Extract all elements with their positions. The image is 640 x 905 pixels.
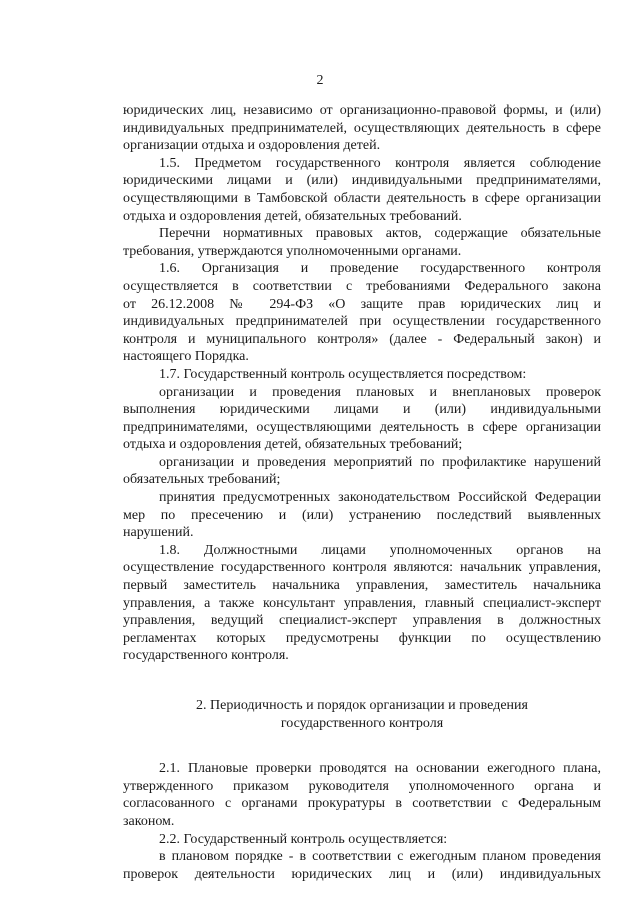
paragraph-item-measures (123, 489, 601, 542)
text-line: утвержденного приказом руководителя уполномоченного органа и (123, 778, 601, 794)
paragraph-1-6 (123, 260, 601, 366)
paragraph-lists (123, 225, 601, 260)
text-line: 2.2. Государственный контроль осуществляется: (159, 831, 448, 847)
text-line: 1.7. Государственный контроль осуществляется посредством: (159, 366, 527, 382)
text-line: государственного контроля. (123, 648, 289, 664)
text-line: 1.6. Организация и проведение государственного контроля (159, 261, 601, 277)
text-line: осуществление государственного контроля являются: начальник управления, (123, 560, 601, 576)
text-line: отдыха и оздоровления детей, обязательных требований. (123, 208, 462, 224)
text-line: индивидуальных предпринимателей при осуществлении государственного (123, 314, 601, 330)
text-line: регламентах которых предусмотрены функции по осуществлению (123, 630, 601, 646)
text-line: выполнения юридическими лицами и (или) индивидуальными (123, 402, 601, 418)
text-line: контроля и муниципального контроля» (далее - Федеральный закон) и (123, 331, 601, 347)
text-line: согласованного с органами прокуратуры в соответствии с Федеральным (123, 796, 601, 812)
paragraph-continuation (123, 102, 601, 155)
text-line: осуществляется в соответствии с требованиями Федерального закона (123, 278, 601, 294)
paragraph-item-inspections (123, 384, 601, 454)
text-line: проверок деятельности юридических лиц и (или) индивидуальных (123, 866, 601, 882)
paragraph-2-2 (123, 831, 601, 849)
paragraph-1-8 (123, 542, 601, 665)
heading-line: 2. Периодичность и порядок организации и проведения (196, 698, 528, 713)
section-heading (123, 697, 601, 732)
text-line: настоящего Порядка. (123, 349, 249, 365)
paragraph-2-1 (123, 760, 601, 830)
text-line: юридических лиц, независимо от организационно-правовой формы, и (или) (123, 103, 601, 118)
text-line: отдыха и оздоровления детей, обязательных требований; (123, 437, 463, 453)
text-line: принятия предусмотренных законодательством Российской Федерации (159, 490, 601, 506)
text-line: от 26.12.2008 № 294-ФЗ «О защите прав юридических лиц и (123, 296, 601, 312)
paragraph-item-prevention (123, 454, 601, 489)
text-line: законом. (123, 813, 175, 829)
paragraph-1-7 (123, 366, 601, 384)
document-body (123, 102, 601, 883)
text-line: юридическими лицами и (или) индивидуальными предпринимателями, (123, 173, 601, 189)
heading-line: государственного контроля (280, 715, 444, 731)
paragraph-1-5 (123, 155, 601, 225)
text-line: мер по пресечению и (или) устранению последствий выявленных (123, 507, 601, 523)
text-line: организации и проведения мероприятий по профилактике нарушений (159, 454, 601, 470)
text-line: 2.1. Плановые проверки проводятся на основании ежегодного плана, (159, 761, 601, 777)
text-line: индивидуальных предпринимателей, осуществляющих деятельность в сфере (123, 120, 601, 136)
text-line: предпринимателями, осуществляющими деятельность в сфере организации (123, 419, 601, 435)
text-line: 1.5. Предметом государственного контроля является соблюдение (159, 155, 601, 171)
text-line: осуществляющими в Тамбовской области деятельность в сфере организации (123, 190, 601, 206)
page-number: 2 (316, 73, 324, 88)
text-line: Перечни нормативных правовых актов, содержащие обязательные (159, 226, 601, 242)
text-line: организации и проведения плановых и внеплановых проверок (159, 384, 601, 400)
paragraph-planned-order (123, 848, 601, 883)
text-line: управления, ведущий специалист-эксперт управления в должностных (123, 613, 601, 629)
text-line: 1.8. Должностными лицами уполномоченных органов на (159, 542, 601, 558)
text-line: первый заместитель начальника управления, заместитель начальника (123, 578, 601, 594)
text-line: организации отдыха и оздоровления детей. (123, 138, 381, 154)
text-line: требования, утверждаются уполномоченными органами. (123, 243, 462, 259)
text-line: в плановом порядке - в соответствии с ежегодным планом проведения (159, 849, 601, 865)
text-line: управления, а также консультант управления, главный специалист-эксперт (123, 595, 601, 611)
text-line: нарушений. (123, 525, 194, 541)
text-line: обязательных требований; (123, 472, 281, 488)
